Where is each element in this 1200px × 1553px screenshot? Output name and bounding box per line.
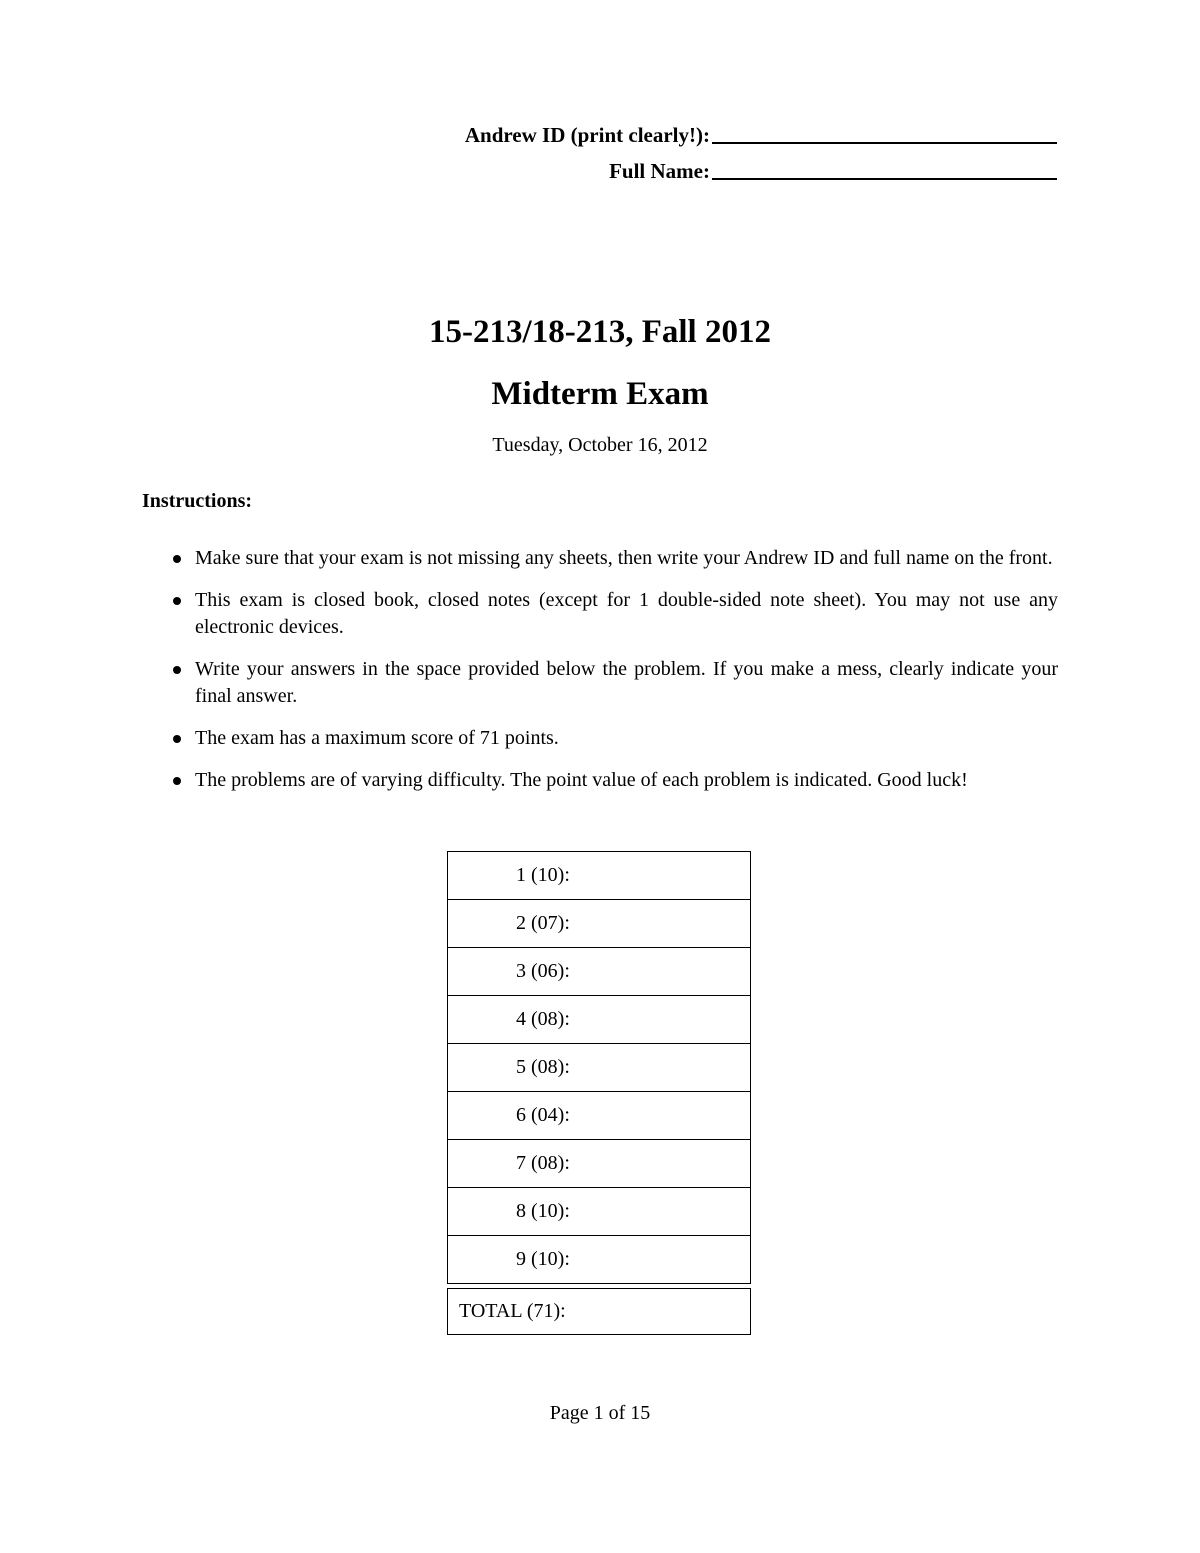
score-row-label: 3 (06): [516,960,570,982]
score-row[interactable] [448,1235,750,1283]
instruction-text: Write your answers in the space provided below the problem. If you make a mess, clearly indicate your final answer. [195,658,1058,707]
course-title: 15-213/18-213, Fall 2012 [429,314,771,350]
instruction-item [172,587,1058,641]
full-name-label: Full Name: [609,159,710,183]
total-box [447,1288,751,1335]
bullet-icon [173,735,181,743]
bullet-icon [173,597,181,605]
score-row-label: 7 (08): [516,1152,570,1174]
total-label: TOTAL (71): [459,1300,566,1322]
score-table [447,851,751,1335]
id-block [357,112,1057,184]
bullet-icon [173,777,181,785]
score-row[interactable] [448,1139,750,1187]
score-row-label: 6 (04): [516,1104,570,1126]
bullet-icon [173,666,181,674]
score-row[interactable] [448,1187,750,1235]
instruction-item [172,767,1058,794]
instruction-text: The problems are of varying difficulty. The point value of each problem is indicated. Good luck! [195,769,968,791]
score-row[interactable] [448,947,750,995]
instruction-text: The exam has a maximum score of 71 points. [195,727,559,749]
total-row[interactable] [448,1289,750,1334]
score-row[interactable] [448,899,750,947]
score-row[interactable] [448,852,750,899]
instructions-list [172,545,1058,809]
page-number: Page 1 of 15 [549,1402,651,1424]
score-row[interactable] [448,1091,750,1139]
score-row-label: 5 (08): [516,1056,570,1078]
exam-title: Midterm Exam [491,376,709,412]
score-row[interactable] [448,995,750,1043]
score-row-label: 9 (10): [516,1248,570,1270]
exam-date: Tuesday, October 16, 2012 [492,434,708,456]
andrew-id-label: Andrew ID (print clearly!): [464,123,710,147]
instruction-item [172,725,1058,752]
score-rows [447,851,751,1284]
andrew-id-row [357,112,1057,148]
bullet-icon [173,555,181,563]
instruction-text: This exam is closed book, closed notes (except for 1 double-sided note sheet). You may not use any electronic devices. [195,589,1058,638]
instruction-text: Make sure that your exam is not missing any sheets, then write your Andrew ID and full name on the front. [195,547,1053,569]
instruction-item [172,656,1058,710]
andrew-id-field[interactable] [712,142,1057,144]
full-name-field[interactable] [712,178,1057,180]
instructions-heading: Instructions: [142,490,253,512]
full-name-row [357,148,1057,184]
score-row-label: 4 (08): [516,1008,570,1030]
score-row-label: 2 (07): [516,912,570,934]
instruction-item [172,545,1058,572]
score-row-label: 1 (10): [516,864,570,886]
score-row[interactable] [448,1043,750,1091]
score-row-label: 8 (10): [516,1200,570,1222]
